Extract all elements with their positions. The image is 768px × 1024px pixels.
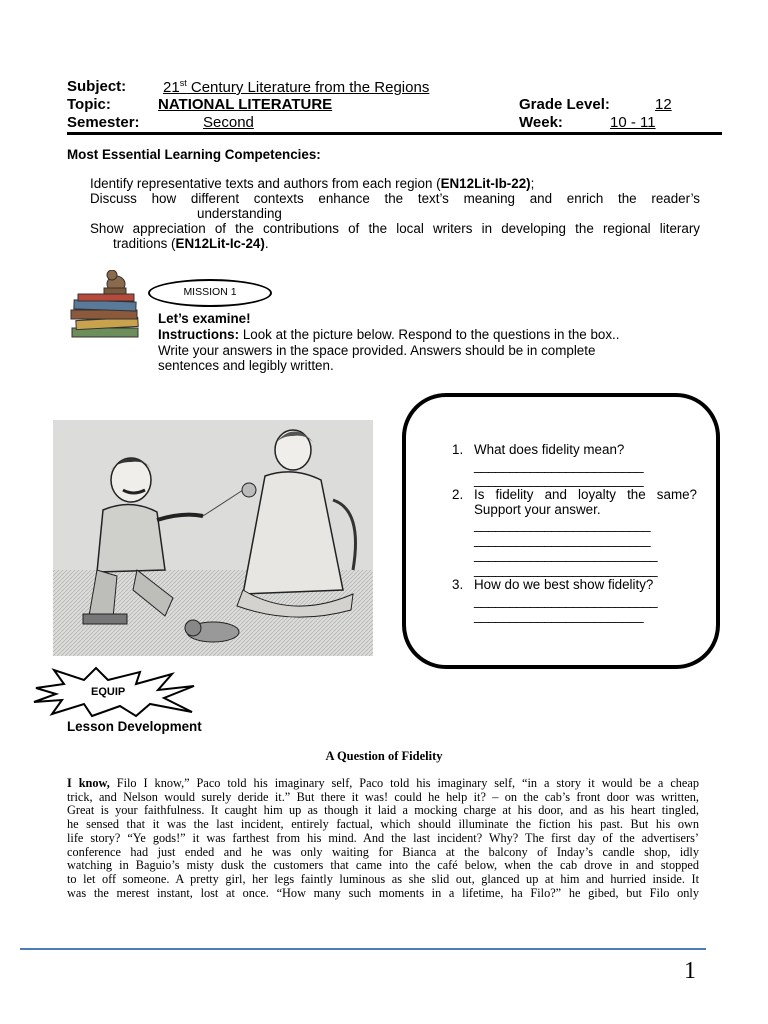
- competency-2-line2: understanding: [197, 206, 282, 221]
- header-rule: [67, 132, 722, 135]
- answer-line[interactable]: __________________________: [474, 593, 658, 608]
- question-3-text: How do we best show fidelity?: [474, 577, 654, 592]
- books-icon: [68, 270, 148, 342]
- competencies-title: Most Essential Learning Competencies:: [67, 147, 321, 162]
- competency-1: Identify representative texts and authors from each region (EN12Lit-Ib-22);: [90, 176, 535, 191]
- answer-line[interactable]: __________________________: [474, 562, 658, 577]
- story-line: watching in Baguio’s misty dusk the customers that came into the café below, when the cab drove in and stopped: [67, 858, 699, 873]
- competency-2-line1: Discuss how different contexts enhance the text’s meaning and enrich the reader’s: [90, 191, 700, 206]
- story-line: trick, and Nelson would surely deride it.” But there it was! could he help it? – on the cab’s front door was written,: [67, 789, 699, 804]
- section-title: Lesson Development: [67, 719, 202, 734]
- footer-rule: [20, 948, 706, 950]
- subject-value: 21st Century Literature from the Regions: [163, 78, 430, 96]
- mission-instructions: Instructions: Look at the picture below. Respond to the questions in the box.. Write your answers in the space provided. Answers should be in complete sentences and legibly written.: [158, 327, 620, 373]
- grade-label: Grade Level:: [519, 96, 610, 113]
- topic-value: NATIONAL LITERATURE: [158, 96, 333, 113]
- story-line: life story? “Ye gods!” it was farthest from his mind. And the last incident? Why? The first day of the advertisers’: [67, 830, 699, 845]
- story-line: conference had just ended and he was only waiting for Bianca at the balcony of Inday’s candle shop, idly: [67, 844, 699, 859]
- equip-badge: EQUIP: [91, 686, 126, 698]
- story-line: he sensed that it was the last incident, entirely factual, which should illuminate the fiction his past. But his own: [67, 817, 699, 832]
- story-line: I know, Filo I know,” Paco told his imaginary self, Paco told his imaginary self, “in a story it would be a cheap: [67, 776, 699, 790]
- mission-badge: MISSION 1: [148, 279, 272, 307]
- answer-line[interactable]: _________________________: [474, 532, 651, 547]
- question-2-number: 2.: [452, 487, 464, 502]
- answer-line[interactable]: _________________________: [474, 517, 651, 532]
- story-line: was the merest instant, lost at once. “How many such moments in a lifetime, ha Filo?” he gibed, but Filo only: [67, 885, 699, 900]
- question-2-text-line1: Is fidelity and loyalty the same?: [474, 487, 697, 502]
- story-line: Great is your faithfulness. It caught him up as though it laid a mocking charge at his door, and as his heart tingled,: [67, 803, 699, 818]
- question-3-number: 3.: [452, 577, 464, 592]
- answer-line[interactable]: ________________________: [474, 608, 644, 623]
- semester-value: Second: [203, 114, 254, 131]
- story-line: to let off someone. A pretty girl, her legs faintly luminous as she slid out, glanced up at him and hurried inside. It: [67, 871, 699, 886]
- story-title: A Question of Fidelity: [325, 749, 443, 763]
- competency-3-line2: traditions (EN12Lit-Ic-24).: [113, 236, 269, 251]
- topic-label: Topic:: [67, 96, 111, 113]
- question-1-number: 1.: [452, 442, 464, 457]
- question-2-text-line2: Support your answer.: [474, 502, 601, 517]
- question-1-text: What does fidelity mean?: [474, 442, 625, 457]
- week-label: Week:: [519, 114, 563, 131]
- subject-label: Subject:: [67, 78, 127, 95]
- page-number: 1: [684, 958, 696, 984]
- week-value: 10 - 11: [610, 114, 656, 131]
- grade-value: 12: [655, 96, 672, 113]
- mission-heading: Let’s examine!: [158, 311, 251, 326]
- story-body: [67, 777, 699, 900]
- answer-line[interactable]: __________________________: [474, 547, 658, 562]
- answer-line[interactable]: ________________________: [474, 458, 644, 473]
- competency-3-line1: Show appreciation of the contributions of the local writers in developing the regional literary: [90, 221, 700, 236]
- fidelity-illustration: [53, 420, 373, 656]
- answer-line[interactable]: ________________________: [474, 472, 644, 487]
- semester-label: Semester:: [67, 114, 140, 131]
